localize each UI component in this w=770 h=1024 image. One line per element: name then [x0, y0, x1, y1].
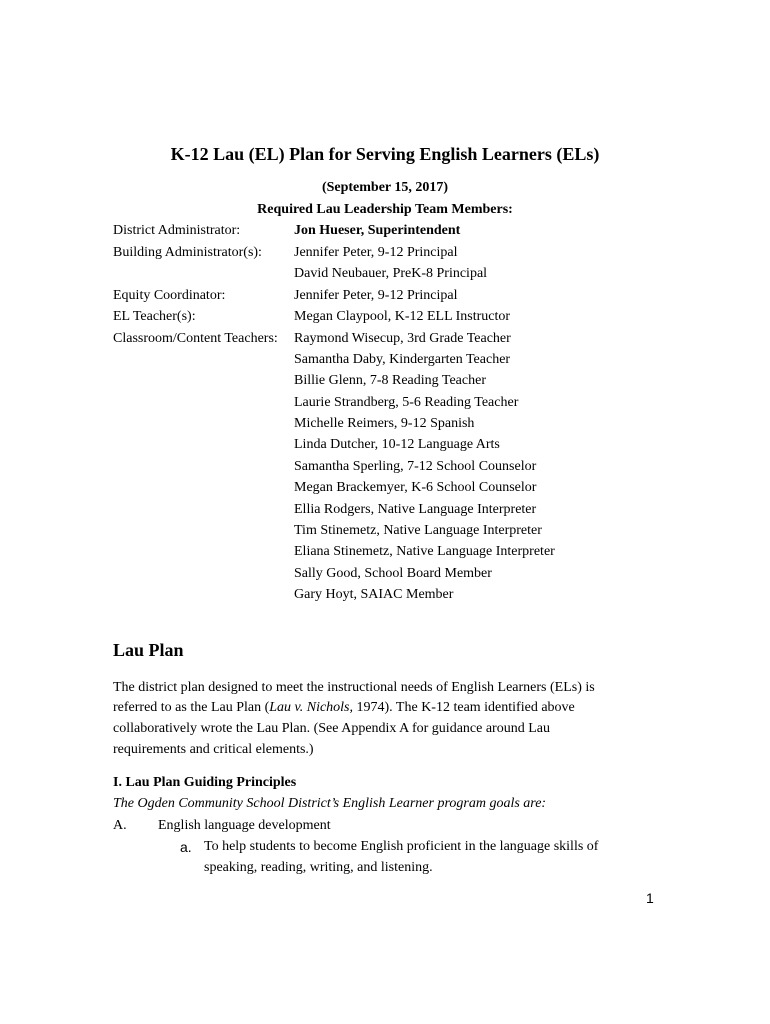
list-item-text: English language development: [158, 818, 331, 833]
page-number: 1: [646, 890, 654, 906]
member-interpreter: Ellia Rodgers, Native Language Interpreter: [294, 502, 537, 517]
sub-list-text: To help students to become English proficient in the language skills of: [204, 839, 599, 854]
guiding-principles-heading: I. Lau Plan Guiding Principles: [113, 775, 297, 790]
sub-list-text: speaking, reading, writing, and listening.: [204, 860, 433, 875]
member-classroom-teacher: Billie Glenn, 7-8 Reading Teacher: [294, 373, 486, 388]
member-saiac: Gary Hoyt, SAIAC Member: [294, 587, 454, 602]
member-interpreter: Tim Stinemetz, Native Language Interpreter: [294, 523, 542, 538]
list-item-marker: A.: [113, 818, 127, 833]
member-equity-coordinator: Jennifer Peter, 9-12 Principal: [294, 288, 458, 303]
team-heading: Required Lau Leadership Team Members:: [257, 202, 513, 217]
member-classroom-teacher: Linda Dutcher, 10-12 Language Arts: [294, 437, 500, 452]
role-equity-coordinator: Equity Coordinator:: [113, 288, 226, 303]
member-interpreter: Eliana Stinemetz, Native Language Interpreter: [294, 544, 555, 559]
member-classroom-teacher: Samantha Daby, Kindergarten Teacher: [294, 352, 511, 367]
role-classroom-teachers: Classroom/Content Teachers:: [113, 331, 278, 346]
member-classroom-teacher: Michelle Reimers, 9-12 Spanish: [294, 416, 475, 431]
lau-plan-paragraph-line: collaboratively wrote the Lau Plan. (See Appendix A for guidance around Lau: [113, 721, 550, 736]
role-el-teacher: EL Teacher(s):: [113, 309, 196, 324]
lau-plan-heading: Lau Plan: [113, 640, 184, 660]
lau-plan-paragraph-line: requirements and critical elements.): [113, 742, 314, 757]
member-classroom-teacher: Laurie Strandberg, 5-6 Reading Teacher: [294, 395, 519, 410]
member-classroom-teacher: Raymond Wisecup, 3rd Grade Teacher: [294, 331, 511, 346]
member-school-board: Sally Good, School Board Member: [294, 566, 492, 581]
document-date: (September 15, 2017): [321, 180, 449, 195]
program-goals-intro: The Ogden Community School District’s English Learner program goals are:: [113, 796, 547, 811]
role-building-administrator: Building Administrator(s):: [113, 245, 262, 260]
member-el-teacher: Megan Claypool, K-12 ELL Instructor: [294, 309, 511, 324]
role-district-administrator: District Administrator:: [113, 223, 241, 238]
paragraph-text: 1974). The K-12 team identified above: [353, 700, 575, 715]
lau-plan-paragraph-line: [113, 700, 575, 716]
case-citation: Lau v. Nichols,: [269, 700, 354, 715]
member-school-counselor: Megan Brackemyer, K-6 School Counselor: [294, 480, 537, 495]
document-title: K-12 Lau (EL) Plan for Serving English Learners (ELs): [170, 144, 600, 164]
paragraph-text: referred to as the Lau Plan (: [113, 700, 270, 715]
member-district-administrator: Jon Hueser, Superintendent: [294, 223, 461, 238]
member-building-administrator-2: David Neubauer, PreK-8 Principal: [294, 266, 488, 281]
lau-plan-paragraph-line: The district plan designed to meet the instructional needs of English Learners (ELs) is: [113, 680, 595, 695]
member-building-administrator-1: Jennifer Peter, 9-12 Principal: [294, 245, 458, 260]
member-school-counselor: Samantha Sperling, 7-12 School Counselor: [294, 459, 537, 474]
sub-list-marker: a.: [180, 839, 192, 855]
